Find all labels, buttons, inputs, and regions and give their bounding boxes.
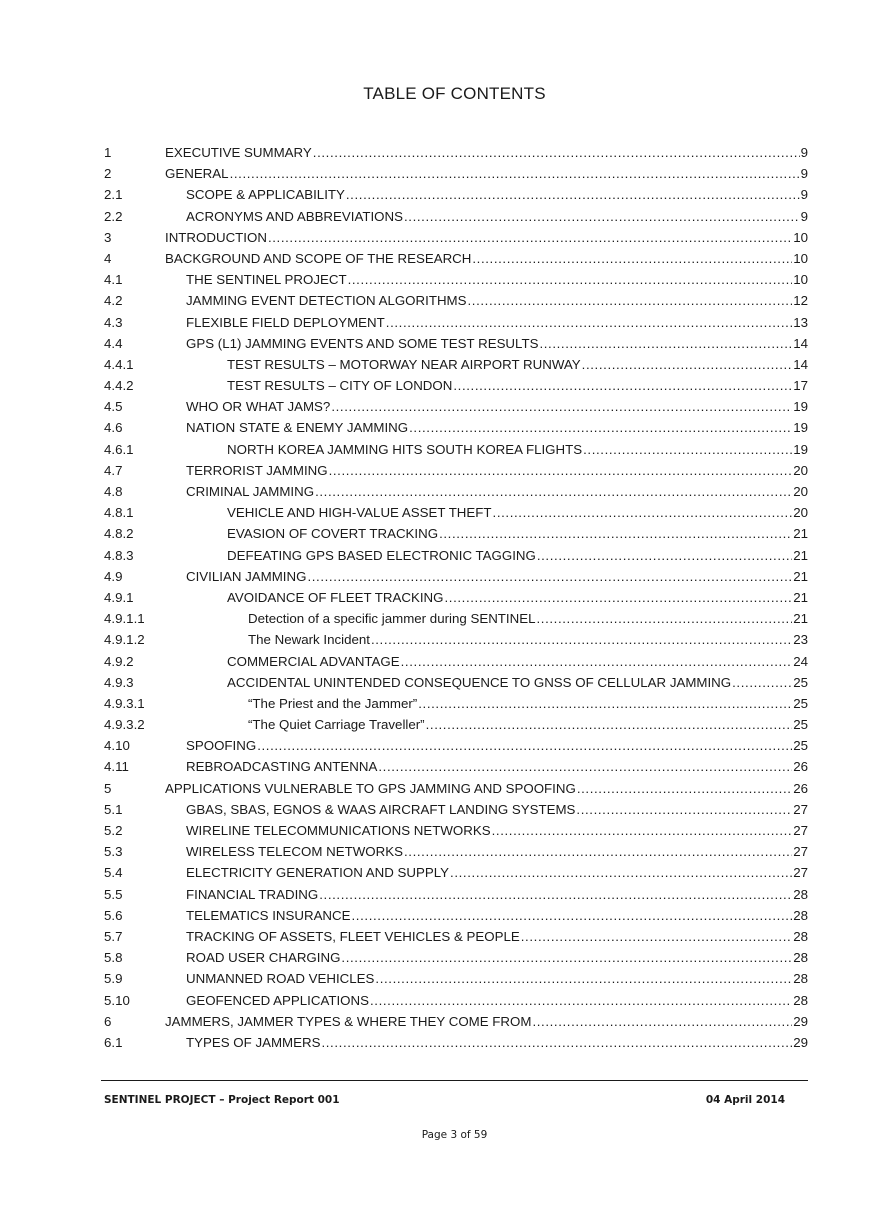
footer-date: 04 April 2014	[705, 1094, 785, 1106]
toc-section-number: 4.6.1	[104, 441, 134, 457]
toc-entry[interactable]	[104, 884, 808, 905]
toc-entry-line	[186, 184, 808, 205]
toc-section-number: 5.5	[104, 886, 123, 902]
toc-page-number: 14	[793, 335, 808, 351]
toc-dot-leader	[268, 227, 792, 248]
toc-section-title: JAMMING EVENT DETECTION ALGORITHMS	[186, 293, 467, 309]
toc-entry[interactable]	[104, 629, 808, 650]
toc-section-number: 4.9.2	[104, 653, 134, 669]
toc-section-title: WIRELESS TELECOM NETWORKS	[186, 844, 403, 860]
toc-entry-line	[186, 269, 808, 290]
toc-section-title: UNMANNED ROAD VEHICLES	[186, 971, 375, 987]
toc-entry-line	[227, 439, 808, 460]
toc-section-number: 5.6	[104, 907, 123, 923]
toc-dot-leader	[331, 396, 792, 417]
toc-page-number: 10	[793, 229, 808, 245]
toc-entry[interactable]	[104, 269, 808, 290]
toc-dot-leader	[370, 990, 792, 1011]
toc-section-number: 4.4.1	[104, 356, 134, 372]
toc-page-number: 19	[793, 420, 808, 436]
toc-dot-leader	[539, 333, 792, 354]
page-number: Page 3 of 59	[421, 1129, 488, 1141]
toc-entry-line	[186, 312, 808, 333]
toc-section-number: 4.8.1	[104, 505, 134, 521]
toc-entry[interactable]	[104, 693, 808, 714]
toc-dot-leader	[450, 862, 792, 883]
toc-entry[interactable]	[104, 587, 808, 608]
toc-section-number: 4.9.3	[104, 674, 134, 690]
toc-entry[interactable]	[104, 820, 808, 841]
toc-section-number: 3	[104, 229, 112, 245]
page-title: TABLE OF CONTENTS	[363, 84, 546, 103]
toc-section-number: 4.10	[104, 738, 130, 754]
toc-page-number: 21	[793, 526, 808, 542]
toc-section-title: AVOIDANCE OF FLEET TRACKING	[227, 589, 444, 605]
toc-dot-leader	[444, 587, 792, 608]
toc-entry[interactable]	[104, 439, 808, 460]
toc-dot-leader	[583, 439, 792, 460]
toc-entry-line	[165, 248, 808, 269]
toc-page-number: 21	[793, 547, 808, 563]
toc-entry[interactable]	[104, 354, 808, 375]
toc-entry-line	[227, 502, 808, 523]
toc-page-number: 25	[793, 674, 808, 690]
toc-entry-line	[186, 799, 808, 820]
toc-entry-line	[248, 608, 808, 629]
toc-section-number: 4.8.2	[104, 526, 134, 542]
toc-section-number: 4.3	[104, 314, 123, 330]
toc-dot-leader	[409, 417, 792, 438]
toc-entry[interactable]	[104, 566, 808, 587]
toc-page-number: 28	[793, 950, 808, 966]
toc-section-title: ELECTRICITY GENERATION AND SUPPLY	[186, 865, 450, 881]
toc-dot-leader	[537, 545, 792, 566]
toc-page-number: 12	[793, 293, 808, 309]
toc-page-number: 10	[793, 272, 808, 288]
toc-section-title: ROAD USER CHARGING	[186, 950, 341, 966]
toc-entry-line	[186, 968, 808, 989]
toc-section-number: 4.4	[104, 335, 123, 351]
toc-section-title: EXECUTIVE SUMMARY	[165, 145, 312, 160]
toc-entry-line	[186, 1032, 808, 1053]
toc-dot-leader	[371, 629, 792, 650]
toc-page-number: 21	[793, 611, 808, 627]
toc-section-number: 2	[104, 166, 112, 182]
toc-page-number: 21	[793, 568, 808, 584]
toc-section-title: TRACKING OF ASSETS, FLEET VEHICLES & PEOPLE	[186, 928, 520, 944]
toc-entry[interactable]	[104, 523, 808, 544]
toc-section-title: TYPES OF JAMMERS	[186, 1034, 321, 1050]
toc-entry-line	[227, 523, 808, 544]
toc-section-number: 4.2	[104, 293, 123, 309]
toc-entry-line	[248, 629, 808, 650]
toc-entry[interactable]	[104, 756, 808, 777]
toc-section-title: JAMMERS, JAMMER TYPES & WHERE THEY COME FROM	[165, 1013, 532, 1029]
toc-entry-line	[186, 884, 808, 905]
toc-dot-leader	[492, 820, 793, 841]
footer-divider	[101, 1080, 808, 1081]
toc-section-number: 5.7	[104, 928, 123, 944]
toc-entry[interactable]	[104, 905, 808, 926]
toc-section-number: 1	[104, 145, 112, 160]
toc-entry-line	[227, 375, 808, 396]
toc-entry[interactable]	[104, 481, 808, 502]
toc-section-title: GBAS, SBAS, EGNOS & WAAS AIRCRAFT LANDING SYSTEMS	[186, 801, 576, 817]
toc-section-title: CIVILIAN JAMMING	[186, 568, 307, 584]
toc-dot-leader	[577, 778, 792, 799]
toc-section-number: 4.5	[104, 399, 123, 415]
toc-entry[interactable]	[104, 947, 808, 968]
toc-entry-line	[165, 1011, 808, 1032]
toc-entry[interactable]	[104, 651, 808, 672]
toc-entry[interactable]	[104, 862, 808, 883]
toc-entry[interactable]	[104, 227, 808, 248]
toc-dot-leader	[315, 481, 792, 502]
toc-dot-leader	[493, 502, 793, 523]
toc-page-number: 20	[793, 462, 808, 478]
toc-section-number: 5.8	[104, 950, 123, 966]
toc-entry-line	[186, 905, 808, 926]
toc-dot-leader	[307, 566, 792, 587]
toc-section-title: FLEXIBLE FIELD DEPLOYMENT	[186, 314, 385, 330]
toc-entry[interactable]	[104, 714, 808, 735]
toc-dot-leader	[341, 947, 792, 968]
toc-entry[interactable]	[104, 841, 808, 862]
toc-section-title: SCOPE & APPLICABILITY	[186, 187, 345, 203]
toc-page-number: 29	[793, 1013, 808, 1029]
toc-section-title: APPLICATIONS VULNERABLE TO GPS JAMMING AND SPOOFING	[165, 780, 576, 796]
toc-section-title: GENERAL	[165, 166, 229, 182]
toc-page-number: 21	[793, 589, 808, 605]
toc-entry-line	[186, 333, 808, 354]
toc-section-number: 2.1	[104, 187, 123, 203]
toc-section-title: THE SENTINEL PROJECT	[186, 272, 347, 288]
toc-page-number: 25	[793, 738, 808, 754]
toc-section-title: The Newark Incident	[248, 632, 370, 648]
toc-section-title: BACKGROUND AND SCOPE OF THE RESEARCH	[165, 250, 472, 266]
toc-section-number: 4.6	[104, 420, 123, 436]
toc-entry[interactable]	[104, 608, 808, 629]
toc-entry[interactable]	[104, 375, 808, 396]
toc-section-title: Detection of a specific jammer during SENTINEL	[248, 611, 536, 627]
toc-section-number: 2.2	[104, 208, 123, 224]
toc-section-title: TELEMATICS INSURANCE	[186, 907, 351, 923]
toc-dot-leader	[404, 841, 792, 862]
toc-dot-leader	[348, 269, 793, 290]
toc-entry-line	[186, 756, 808, 777]
toc-entry-line	[165, 227, 808, 248]
toc-entry[interactable]	[104, 990, 808, 1011]
toc-dot-leader	[536, 608, 792, 629]
toc-dot-leader	[386, 312, 792, 333]
toc-entry-line	[186, 481, 808, 502]
toc-dot-leader	[230, 163, 800, 184]
toc-page-number: 29	[793, 1034, 808, 1050]
toc-page-number: 13	[793, 314, 808, 330]
toc-section-title: FINANCIAL TRADING	[186, 886, 319, 902]
toc-section-number: 5.2	[104, 823, 123, 838]
toc-section-title: ACCIDENTAL UNINTENDED CONSEQUENCE TO GNSS OF CELLULAR JAMMING	[227, 674, 732, 690]
toc-page-number: 25	[793, 695, 808, 711]
toc-page-number: 10	[793, 250, 808, 266]
toc-entry[interactable]	[104, 163, 808, 184]
toc-page-number: 27	[793, 865, 808, 881]
toc-entry-line	[165, 163, 808, 184]
toc-section-title: EVASION OF COVERT TRACKING	[227, 526, 439, 542]
toc-dot-leader	[426, 714, 793, 735]
toc-section-title: CRIMINAL JAMMING	[186, 484, 315, 499]
toc-section-number: 6	[104, 1013, 112, 1029]
toc-section-number: 4.9	[104, 568, 123, 584]
toc-section-number: 4.9.3.1	[104, 695, 145, 711]
toc-section-number: 4.4.2	[104, 378, 134, 394]
toc-section-title: “The Quiet Carriage Traveller”	[248, 717, 425, 733]
toc-entry-line	[248, 693, 808, 714]
toc-entry-line	[186, 926, 808, 947]
toc-entry[interactable]	[104, 460, 808, 481]
toc-entry[interactable]	[104, 184, 808, 205]
toc-section-number: 4.7	[104, 462, 123, 478]
toc-section-title: VEHICLE AND HIGH-VALUE ASSET THEFT	[227, 505, 492, 521]
toc-section-title: INTRODUCTION	[165, 229, 267, 245]
toc-section-title: NORTH KOREA JAMMING HITS SOUTH KOREA FLIGHTS	[227, 441, 583, 457]
toc-page-number: 25	[793, 717, 808, 733]
toc-page-number: 28	[793, 928, 808, 944]
toc-section-number: 5.1	[104, 801, 123, 817]
toc-entry[interactable]	[104, 502, 808, 523]
toc-section-title: COMMERCIAL ADVANTAGE	[227, 653, 400, 669]
toc-page-number: 28	[793, 886, 808, 902]
toc-entry-line	[227, 354, 808, 375]
toc-page-number: 14	[793, 356, 808, 372]
toc-section-number: 5.10	[104, 992, 130, 1008]
toc-dot-leader	[404, 206, 800, 227]
toc-entry-line	[165, 142, 808, 163]
toc-page-number: 19	[793, 399, 808, 415]
toc-entry[interactable]	[104, 735, 808, 756]
toc-section-number: 5.4	[104, 865, 123, 881]
toc-dot-leader	[319, 884, 792, 905]
toc-entry[interactable]	[104, 968, 808, 989]
toc-page-number: 19	[793, 441, 808, 457]
toc-entry[interactable]	[104, 1011, 808, 1032]
toc-section-number: 4.11	[104, 759, 129, 775]
toc-entry-line	[227, 651, 808, 672]
toc-page-number: 9	[800, 187, 808, 203]
toc-entry[interactable]	[104, 926, 808, 947]
toc-section-title: TEST RESULTS – CITY OF LONDON	[227, 378, 453, 394]
toc-entry[interactable]	[104, 1032, 808, 1053]
toc-page-number: 26	[793, 780, 808, 796]
toc-page-number: 23	[793, 632, 808, 648]
toc-section-title: WIRELINE TELECOMMUNICATIONS NETWORKS	[186, 823, 491, 838]
toc-entry-line	[186, 841, 808, 862]
toc-dot-leader	[521, 926, 792, 947]
toc-dot-leader	[352, 905, 793, 926]
toc-page-number: 17	[793, 378, 808, 394]
toc-dot-leader	[453, 375, 792, 396]
toc-entry-line	[186, 566, 808, 587]
toc-entry-line	[248, 714, 808, 735]
toc-page-number: 28	[793, 992, 808, 1008]
toc-section-title: GPS (L1) JAMMING EVENTS AND SOME TEST RESULTS	[186, 335, 539, 351]
footer-report-title: SENTINEL PROJECT – Project Report 001	[104, 1094, 340, 1106]
toc-dot-leader	[576, 799, 792, 820]
toc-dot-leader	[257, 735, 792, 756]
toc-section-number: 4.8	[104, 484, 123, 499]
toc-section-number: 4.9.1.2	[104, 632, 145, 648]
toc-section-title: SPOOFING	[186, 738, 257, 754]
toc-entry[interactable]	[104, 545, 808, 566]
toc-entry[interactable]	[104, 396, 808, 417]
toc-entry-line	[186, 735, 808, 756]
toc-page-number: 9	[800, 166, 808, 182]
toc-entry-line	[186, 460, 808, 481]
toc-entry[interactable]	[104, 333, 808, 354]
toc-page-number: 20	[793, 505, 808, 521]
toc-section-number: 4.9.3.2	[104, 717, 145, 733]
toc-dot-leader	[329, 460, 793, 481]
toc-page-number: 9	[800, 208, 808, 224]
toc-entry-line	[186, 947, 808, 968]
toc-entry-line	[186, 862, 808, 883]
toc-section-number: 4.9.1.1	[104, 611, 145, 627]
toc-entry[interactable]	[104, 312, 808, 333]
toc-entry-line	[186, 417, 808, 438]
toc-section-number: 5.3	[104, 844, 123, 860]
toc-dot-leader	[582, 354, 793, 375]
toc-entry[interactable]	[104, 417, 808, 438]
toc-dot-leader	[375, 968, 792, 989]
toc-dot-leader	[732, 672, 792, 693]
toc-dot-leader	[321, 1032, 792, 1053]
toc-entry-line	[186, 990, 808, 1011]
toc-entry-line	[186, 206, 808, 227]
toc-dot-leader	[468, 290, 793, 311]
toc-section-title: GEOFENCED APPLICATIONS	[186, 992, 369, 1008]
toc-page-number: 20	[793, 484, 808, 499]
toc-section-title: “The Priest and the Jammer”	[248, 695, 418, 711]
toc-entry-line	[186, 290, 808, 311]
toc-section-number: 4.1	[104, 272, 123, 288]
toc-entry-line	[186, 396, 808, 417]
toc-entry[interactable]	[104, 778, 808, 799]
toc-entry-line	[165, 778, 808, 799]
toc-section-number: 5.9	[104, 971, 123, 987]
toc-dot-leader	[346, 184, 800, 205]
toc-section-title: ACRONYMS AND ABBREVIATIONS	[186, 208, 403, 224]
toc-entry[interactable]	[104, 248, 808, 269]
toc-entry[interactable]	[104, 799, 808, 820]
toc-entry-line	[227, 587, 808, 608]
toc-page-number: 9	[800, 145, 808, 160]
toc-section-title: WHO OR WHAT JAMS?	[186, 399, 331, 415]
toc-section-title: REBROADCASTING ANTENNA	[186, 759, 378, 775]
toc-page-number: 24	[793, 653, 808, 669]
toc-page-number: 27	[793, 801, 808, 817]
toc-section-title: NATION STATE & ENEMY JAMMING	[186, 420, 409, 436]
toc-entry-line	[227, 672, 808, 693]
toc-entry[interactable]	[104, 672, 808, 693]
toc-page-number: 27	[793, 823, 808, 838]
toc-entry-line	[186, 820, 808, 841]
toc-section-title: TERRORIST JAMMING	[186, 462, 328, 478]
toc-entry[interactable]	[104, 206, 808, 227]
toc-section-number: 4.8.3	[104, 547, 134, 563]
toc-dot-leader	[439, 523, 792, 544]
toc-section-title: DEFEATING GPS BASED ELECTRONIC TAGGING	[227, 547, 536, 563]
toc-page-number: 28	[793, 907, 808, 923]
toc-section-title: TEST RESULTS – MOTORWAY NEAR AIRPORT RUNWAY	[227, 356, 581, 372]
toc-page-number: 28	[793, 971, 808, 987]
toc-dot-leader	[313, 142, 800, 163]
toc-entry-line	[227, 545, 808, 566]
toc-dot-leader	[418, 693, 792, 714]
toc-dot-leader	[532, 1011, 792, 1032]
toc-dot-leader	[401, 651, 793, 672]
toc-section-number: 4.9.1	[104, 589, 134, 605]
toc-dot-leader	[378, 756, 792, 777]
toc-dot-leader	[472, 248, 792, 269]
table-of-contents	[104, 142, 808, 1053]
toc-section-number: 6.1	[104, 1034, 123, 1050]
toc-entry[interactable]	[104, 142, 808, 163]
toc-page-number: 27	[793, 844, 808, 860]
toc-entry[interactable]	[104, 290, 808, 311]
toc-section-number: 5	[104, 780, 112, 796]
toc-section-number: 4	[104, 250, 112, 266]
toc-page-number: 26	[793, 759, 808, 775]
